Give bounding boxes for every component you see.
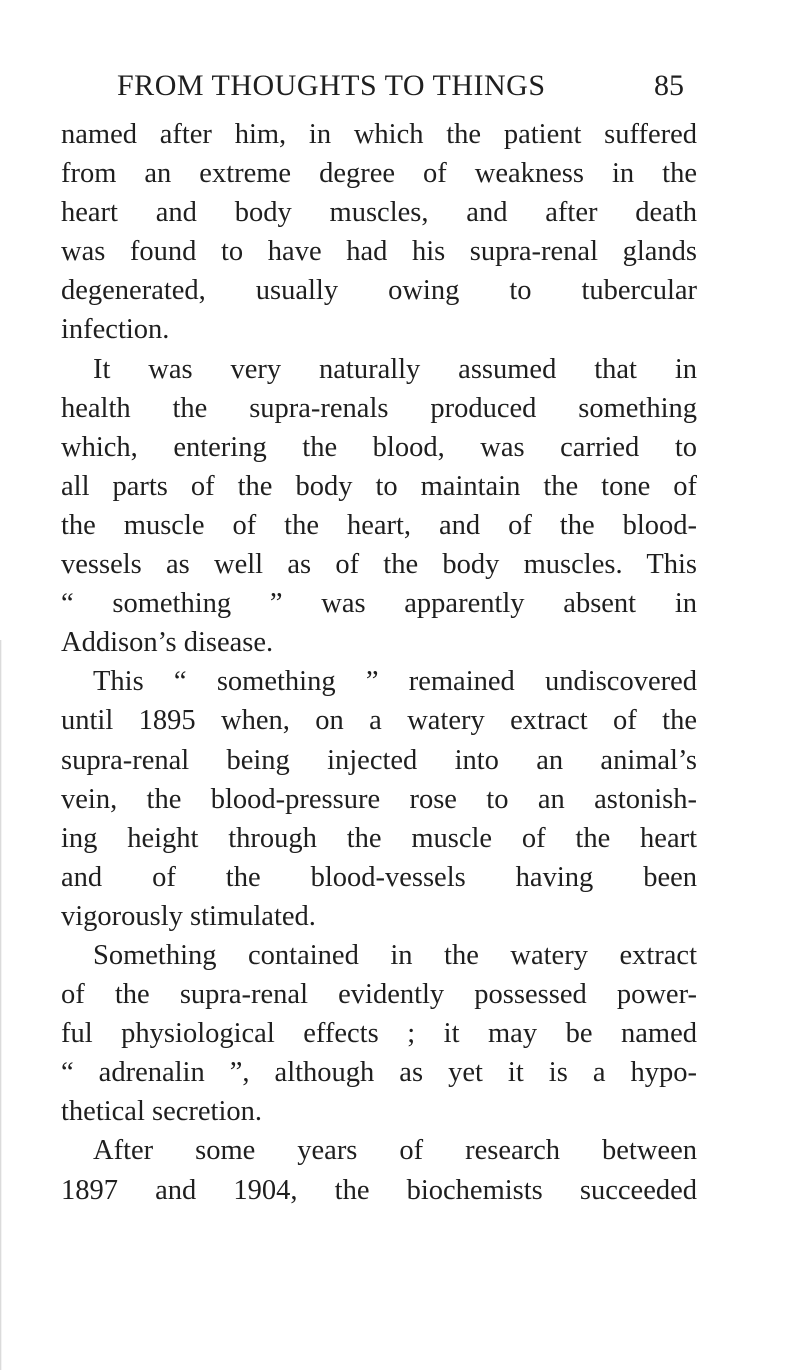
text-line: vessels as well as of the body muscles. This	[61, 549, 697, 581]
running-head	[0, 66, 800, 106]
text-line: the muscle of the heart, and of the blood-	[61, 509, 697, 541]
text-line: health the supra-renals produced something	[61, 392, 697, 424]
text-line: This “ something ” remained undiscovered	[93, 666, 697, 698]
text-line: named after him, in which the patient suffered	[61, 119, 697, 150]
text-line: from an extreme degree of weakness in the	[61, 158, 697, 190]
text-line: Something contained in the watery extract	[93, 939, 697, 971]
text-line: “ adrenalin ”, although as yet it is a hypo-	[61, 1057, 697, 1089]
text-line: all parts of the body to maintain the tone of	[61, 470, 697, 502]
text-line: It was very naturally assumed that in	[93, 353, 697, 385]
text-line: of the supra-renal evidently possessed power-	[61, 979, 697, 1011]
text-line: After some years of research between	[93, 1135, 697, 1167]
text-line: vein, the blood-pressure rose to an astonish-	[61, 783, 697, 815]
text-line: until 1895 when, on a watery extract of the	[61, 705, 697, 737]
text-line: supra-renal being injected into an animal’s	[61, 744, 697, 776]
text-line: ful physiological effects ; it may be named	[61, 1018, 697, 1050]
text-line: “ something ” was apparently absent in	[61, 588, 697, 620]
text-line: degenerated, usually owing to tubercular	[61, 275, 697, 307]
text-line: was found to have had his supra-renal glands	[61, 236, 697, 268]
running-title: FROM THOUGHTS TO THINGS	[117, 69, 546, 102]
text-line: 1897 and 1904, the biochemists succeeded	[61, 1174, 697, 1206]
text-line: ing height through the muscle of the heart	[61, 822, 697, 854]
text-line: Addison’s disease.	[61, 627, 274, 659]
body-text	[61, 115, 697, 1210]
text-line: vigorously stimulated.	[61, 900, 316, 932]
text-line: heart and body muscles, and after death	[61, 197, 697, 229]
text-line: infection.	[61, 314, 170, 346]
text-line: and of the blood-vessels having been	[61, 861, 697, 893]
page-number: 85	[654, 69, 684, 102]
page-edge-shadow	[0, 640, 2, 1370]
text-line: thetical secretion.	[61, 1096, 262, 1128]
text-line: which, entering the blood, was carried to	[61, 431, 697, 463]
